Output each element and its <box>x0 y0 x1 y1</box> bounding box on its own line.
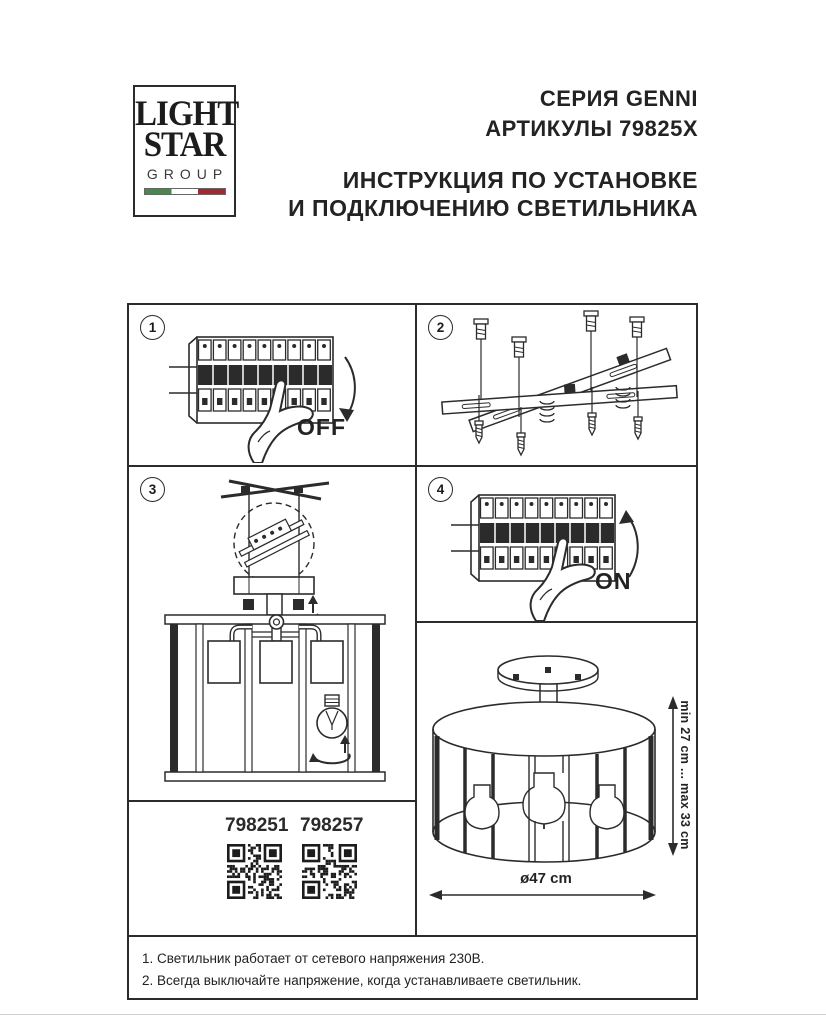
logo-word-light: LIGHT <box>135 94 239 134</box>
wire-connector-icon <box>293 599 304 610</box>
article-codes-panel <box>129 802 417 937</box>
step-1-number: 1 <box>140 315 165 340</box>
breaker-off-illustration <box>159 323 379 463</box>
articles-title: АРТИКУЛЫ 79825X <box>485 116 698 141</box>
diameter-dimension-line <box>429 890 656 900</box>
step-2-panel <box>417 305 696 467</box>
logo-word-group: GROUP <box>146 166 229 182</box>
height-dimension-line <box>668 696 678 856</box>
lamp-dimensions-illustration <box>417 623 700 937</box>
lamp-socket-icon <box>208 615 343 683</box>
bracket-bar-horizontal <box>441 377 677 414</box>
arrow-down-icon <box>339 357 355 422</box>
qr-code-798257 <box>302 844 357 899</box>
note-line-2: 2. Всегда выключайте напряжение, когда устанавливаете светильник. <box>142 972 582 988</box>
safety-notes <box>129 937 696 998</box>
step-2-number: 2 <box>428 315 453 340</box>
doc-title-line2: И ПОДКЛЮЧЕНИЮ СВЕТИЛЬНИКА <box>288 195 698 221</box>
light-bulb-icon <box>317 695 347 738</box>
ceiling-assembly-illustration <box>129 467 417 802</box>
bulb-icon <box>465 773 624 829</box>
height-range-label: min 27 cm ... max 33 cm <box>678 700 692 850</box>
terminal-block-icon <box>236 513 310 567</box>
article-code: 798251 <box>225 815 289 836</box>
breaker-on-illustration <box>441 481 661 621</box>
on-label: ON <box>595 568 632 594</box>
diameter-label: ø47 cm <box>520 870 572 887</box>
note-line-1: 1. Светильник работает от сетевого напряжения 230В. <box>142 951 485 966</box>
lightstar-logo <box>133 85 239 217</box>
article-code: 798257 <box>300 815 364 836</box>
rotation-arrow-icon <box>309 735 350 763</box>
italy-flag-stripe <box>144 188 226 195</box>
detail-callout-circle <box>234 503 314 583</box>
document-header <box>288 84 698 222</box>
step-4-panel <box>417 467 696 623</box>
step-1-panel <box>129 305 417 467</box>
mounting-bracket-illustration <box>417 305 700 467</box>
series-title: СЕРИЯ GENNI <box>539 86 698 111</box>
dimensions-panel <box>417 623 696 937</box>
instruction-grid <box>127 303 698 1000</box>
step-3-panel <box>129 467 417 802</box>
doc-title-line1: ИНСТРУКЦИЯ ПО УСТАНОВКЕ <box>342 167 698 193</box>
canopy-plate <box>234 577 314 594</box>
step-3-number: 3 <box>140 477 165 502</box>
logo-word-star: STAR <box>143 125 226 165</box>
off-label: OFF <box>297 414 346 440</box>
qr-code-798251 <box>227 844 282 899</box>
page-bottom-edge <box>0 1014 826 1015</box>
wire-connector-icon <box>243 599 254 610</box>
arrow-up-icon <box>619 510 638 577</box>
ceiling-bracket-icon <box>221 481 329 499</box>
step-4-number: 4 <box>428 477 453 502</box>
